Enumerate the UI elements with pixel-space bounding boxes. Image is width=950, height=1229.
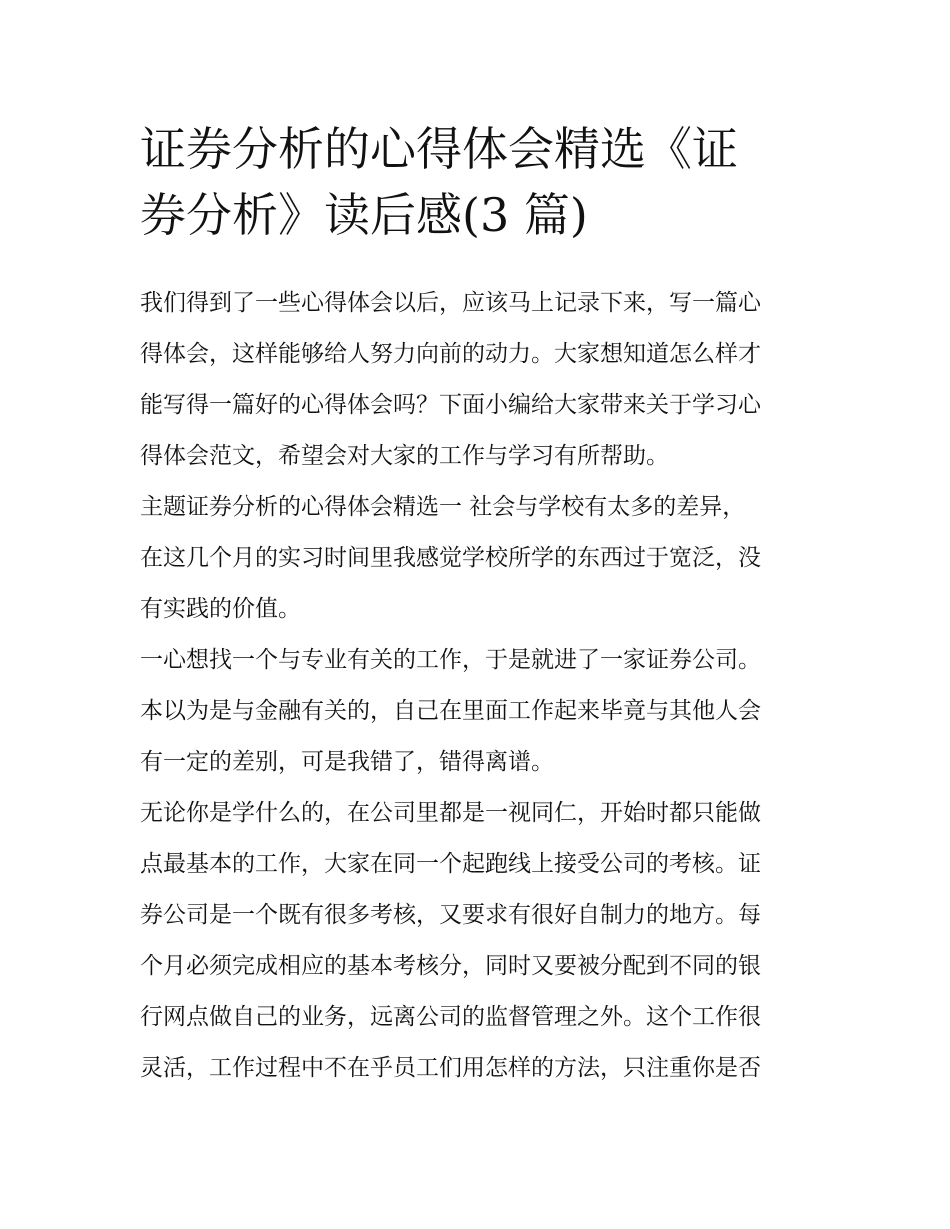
body-line: 得体会，这样能够给人努力向前的动力。大家想知道怎么样才: [140, 341, 761, 367]
body-line: 灵活，工作过程中不在乎员工们用怎样的方法，只注重你是否: [140, 1055, 761, 1081]
title-line-2: 券分析》读后感(3 篇): [140, 188, 588, 242]
body-line: 主题证券分析的心得体会精选一 社会与学校有太多的差异，: [140, 494, 746, 520]
body-line: 无论你是学什么的，在公司里都是一视同仁，开始时都只能做: [140, 800, 761, 826]
body-line: 有一定的差别，可是我错了，错得离谱。: [140, 749, 554, 775]
body-line: 有实践的价值。: [140, 596, 301, 622]
body-line: 行网点做自己的业务，远离公司的监督管理之外。这个工作很: [140, 1004, 761, 1030]
body-line: 券公司是一个既有很多考核，又要求有很好自制力的地方。每: [140, 902, 761, 928]
title-line-1: 证券分析的心得体会精选《证: [140, 122, 738, 176]
document-title: [140, 116, 820, 248]
body-line: 本以为是与金融有关的，自己在里面工作起来毕竟与其他人会: [140, 698, 761, 724]
body-line: 一心想找一个与专业有关的工作，于是就进了一家证券公司。: [140, 647, 761, 673]
body-line: 我们得到了一些心得体会以后，应该马上记录下来，写一篇心: [140, 290, 761, 316]
body-line: 能写得一篇好的心得体会吗？下面小编给大家带来关于学习心: [140, 392, 761, 418]
body-line: 个月必须完成相应的基本考核分，同时又要被分配到不同的银: [140, 953, 761, 979]
body-line: 点最基本的工作，大家在同一个起跑线上接受公司的考核。证: [140, 851, 761, 877]
document-body: [140, 278, 815, 1094]
body-line: 得体会范文，希望会对大家的工作与学习有所帮助。: [140, 443, 669, 469]
body-line: 在这几个月的实习时间里我感觉学校所学的东西过于宽泛，没: [140, 545, 761, 571]
